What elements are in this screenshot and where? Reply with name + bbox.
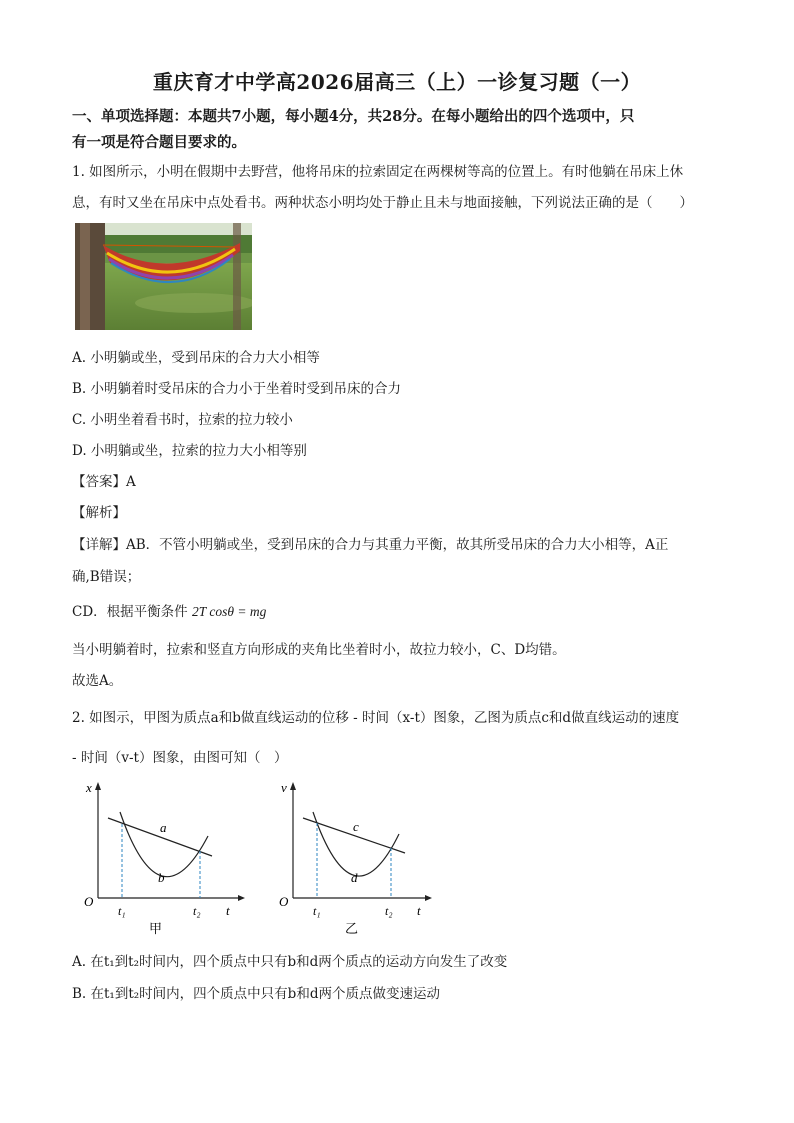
q1-detail-line1: 【详解】AB．不管小明躺或坐，受到吊床的合力与其重力平衡，故其所受吊床的合力大小相等，A正 bbox=[72, 537, 669, 553]
graph-yi-yaxis-label: v bbox=[281, 780, 287, 795]
page-title: 重庆育才中学高2026届高三（上）一诊复习题（一） bbox=[152, 70, 642, 94]
graph-jia-label-b: b bbox=[158, 870, 165, 885]
graph-yi-xaxis-label: t bbox=[417, 903, 421, 918]
graph-yi-origin-label: O bbox=[279, 894, 289, 909]
q2-stem-line2: - 时间（v-t）图象，由图可知（ ） bbox=[72, 750, 288, 766]
q1-detail-line4: 当小明躺着时，拉索和竖直方向形成的夹角比坐着时小，故拉力较小，C、D均错。 bbox=[72, 642, 566, 658]
q1-option-c: C. 小明坐着看书时，拉索的拉力较小 bbox=[72, 412, 293, 428]
q2-option-b: B. 在t₁到t₂时间内，四个质点中只有b和d两个质点做变速运动 bbox=[72, 986, 440, 1002]
q1-answer: 【答案】A bbox=[72, 474, 136, 490]
graph-yi-caption: 乙 bbox=[345, 921, 359, 936]
section-header-line1: 一、单项选择题：本题共7小题，每小题4分，共28分。在每小题给出的四个选项中，只 bbox=[72, 108, 635, 125]
graph-yi-label-d: d bbox=[351, 870, 358, 885]
q2-option-a: A. 在t₁到t₂时间内，四个质点中只有b和d两个质点的运动方向发生了改变 bbox=[72, 954, 508, 970]
q2-stem-line1: 2. 如图示，甲图为质点a和b做直线运动的位移 - 时间（x-t）图象，乙图为质点c和d做直线运动的速度 bbox=[72, 710, 680, 726]
graph-jia-yaxis-label: x bbox=[86, 780, 92, 795]
q1-detail-line5: 故选A。 bbox=[72, 673, 123, 689]
equilibrium-formula: 2T cosθ = mg bbox=[191, 604, 267, 619]
graph-jia-origin-label: O bbox=[84, 894, 94, 909]
q1-detail-line2: 确,B错误； bbox=[72, 569, 141, 585]
q1-analysis-label: 【解析】 bbox=[72, 505, 126, 521]
graph-jia-t2-label: t₂ bbox=[193, 904, 201, 918]
graph-yi-t1-label: t₁ bbox=[313, 904, 321, 918]
section-header-line2: 有一项是符合题目要求的。 bbox=[72, 134, 246, 151]
hammock-photo bbox=[75, 223, 252, 330]
q1-stem-line1: 1. 如图所示，小明在假期中去野营，他将吊床的拉索固定在两棵树等高的位置上。有时他躺在吊床上休 bbox=[72, 164, 684, 180]
graph-jia-caption: 甲 bbox=[149, 921, 163, 936]
graph-jia-t1-label: t₁ bbox=[118, 904, 126, 918]
q1-stem-line2: 息，有时又坐在吊床中点处看书。两种状态小明均处于静止且未与地面接触，下列说法正确的是（ ） bbox=[72, 195, 693, 211]
q1-detail-prefix: CD．根据平衡条件 bbox=[72, 604, 188, 620]
graph-jia-xaxis-label: t bbox=[226, 903, 230, 918]
graph-yi-vt bbox=[275, 778, 445, 938]
q1-detail-line3 bbox=[72, 600, 266, 620]
graph-jia-xt bbox=[80, 778, 250, 938]
q1-option-a: A. 小明躺或坐，受到吊床的合力大小相等 bbox=[72, 350, 320, 366]
graph-yi-t2-label: t₂ bbox=[385, 904, 393, 918]
q1-option-d: D. 小明躺或坐，拉索的拉力大小相等别 bbox=[72, 443, 307, 459]
q1-option-b: B. 小明躺着时受吊床的合力小于坐着时受到吊床的合力 bbox=[72, 381, 402, 397]
graph-yi-label-c: c bbox=[353, 819, 359, 834]
graph-jia-label-a: a bbox=[160, 820, 167, 835]
